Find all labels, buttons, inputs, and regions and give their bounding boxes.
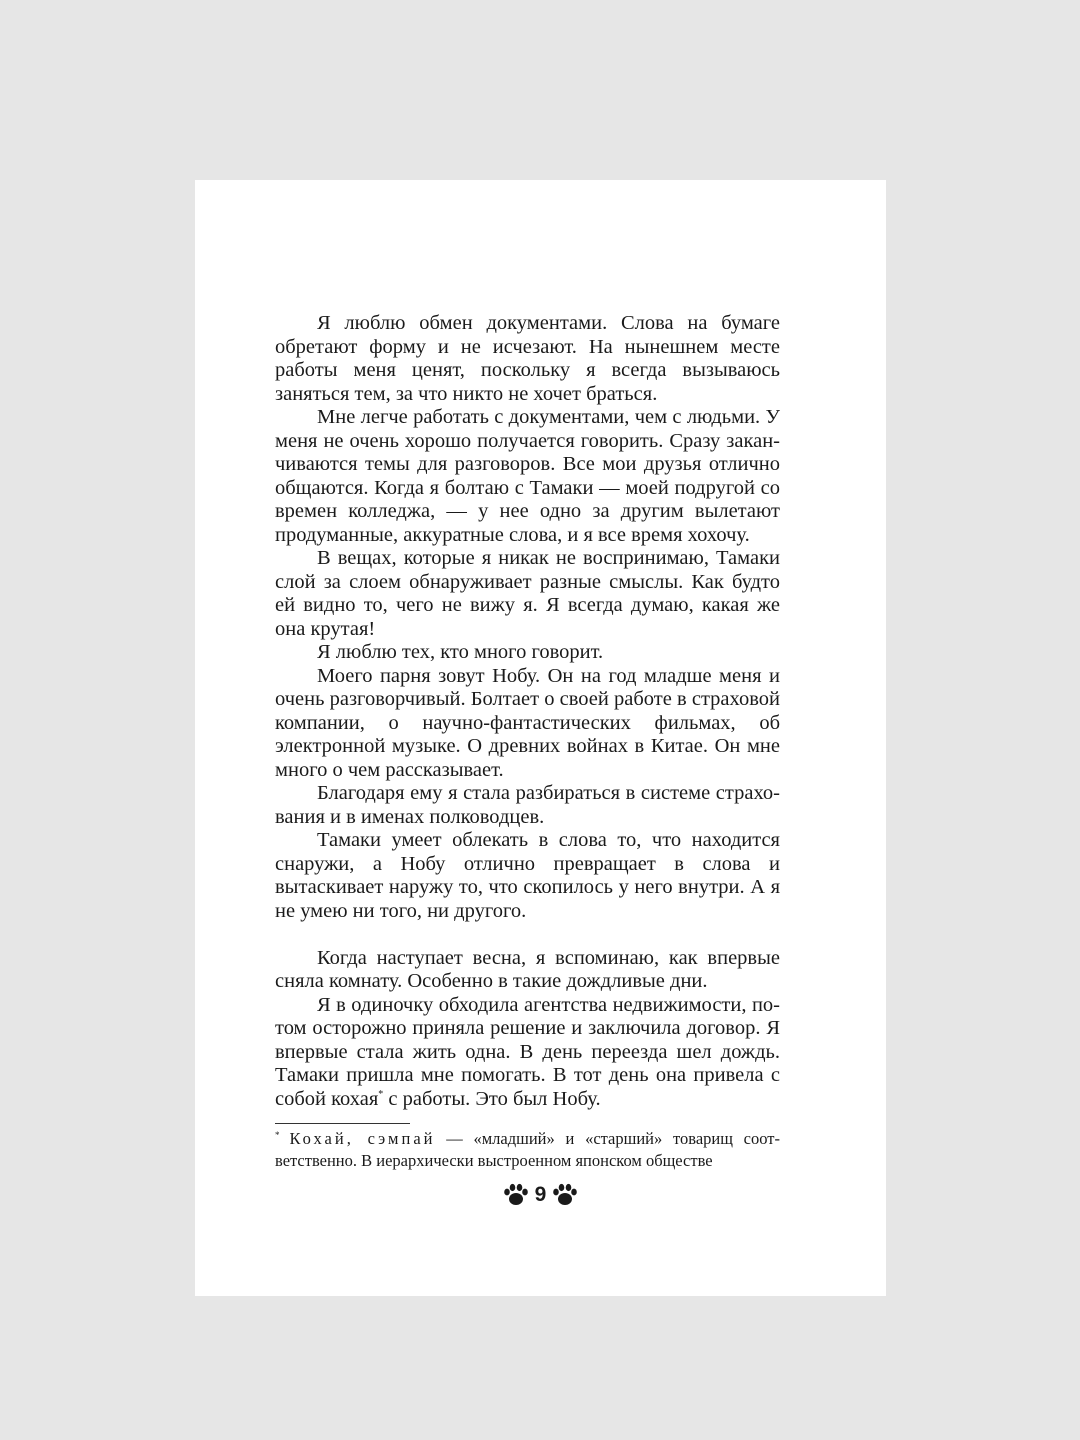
paw-print-icon [503,1183,529,1207]
body-text [275,312,780,1111]
paragraph: Моего парня зовут Нобу. Он на год младше меня и очень разговорчивый. Болтает о своей работе в страховой компании, о научно-фантастических фильмах, об электронной музыке. О древних войнах в Китае. Он мне много о чем рассказывает. [275,664,780,781]
footnote-text: — «младший» и «старший» товарищ соответственно. В иерархически выстроенном японском обществе [275,1129,780,1170]
book-page [195,180,886,1296]
paragraph: Я люблю обмен документами. Слова на бумаге обретают форму и не исчезают. На нынешнем месте работы меня ценят, поскольку я всегда вызываюсь заняться тем, за что никто не хочет браться. [275,312,780,405]
page-footer [195,1183,886,1207]
paragraph: Благодаря ему я стала разбираться в системе страхования и в именах полководцев. [275,782,780,828]
footnote-reference[interactable]: * [378,1088,384,1100]
paragraph: Мне легче работать с документами, чем с людьми. У меня не очень хорошо получается говорить. Сразу заканчиваются темы для разговоров. Все мои друзья отлично общаются. Когда я болтаю с Тамаки — моей подругой со времен колледжа, — у нее одно за другим вылетают продуманные, аккуратные слова, и я все время хохочу. [275,406,780,546]
page-number: 9 [534,1183,547,1206]
paragraph: В вещах, которые я никак не воспринимаю, Тамаки слой за слоем обнаруживает разные смыслы. Как будто ей видно то, чего не вижу я. Я всегда думаю, какая же она крутая! [275,547,780,640]
section-break [275,923,780,947]
footnote-mark: * [275,1129,280,1140]
footnote-term: Кохай, сэмпай [289,1129,436,1148]
paragraph-text: с собой кохая [275,1064,781,1110]
footnote-divider [275,1123,410,1124]
footnote [275,1128,780,1171]
paragraph: Тамаки умеет облекать в слова то, что находится снаружи, а Нобу отлично превращает в слова и вытаскивает наружу то, что скопилось у него внутри. А я не умею ни того, ни другого. [275,829,780,922]
paragraph: Я люблю тех, кто много говорит. [317,641,604,663]
paw-print-icon [552,1183,578,1207]
paragraph: Когда наступает весна, я вспоминаю, как впервые сняла комнату. Особенно в такие дождливые дни. [275,946,780,992]
paragraph-text: с работы. Это был Нобу. [383,1087,601,1110]
paragraph [275,994,780,1112]
paragraph-text: Я в одиночку обходила агентства недвижимости, потом осторожно приняла решение и заключила договор. Я впервые стала жить одна. В день переезда шел дождь. Тамаки пришла мне помогать. В тот день она привела [275,993,780,1086]
